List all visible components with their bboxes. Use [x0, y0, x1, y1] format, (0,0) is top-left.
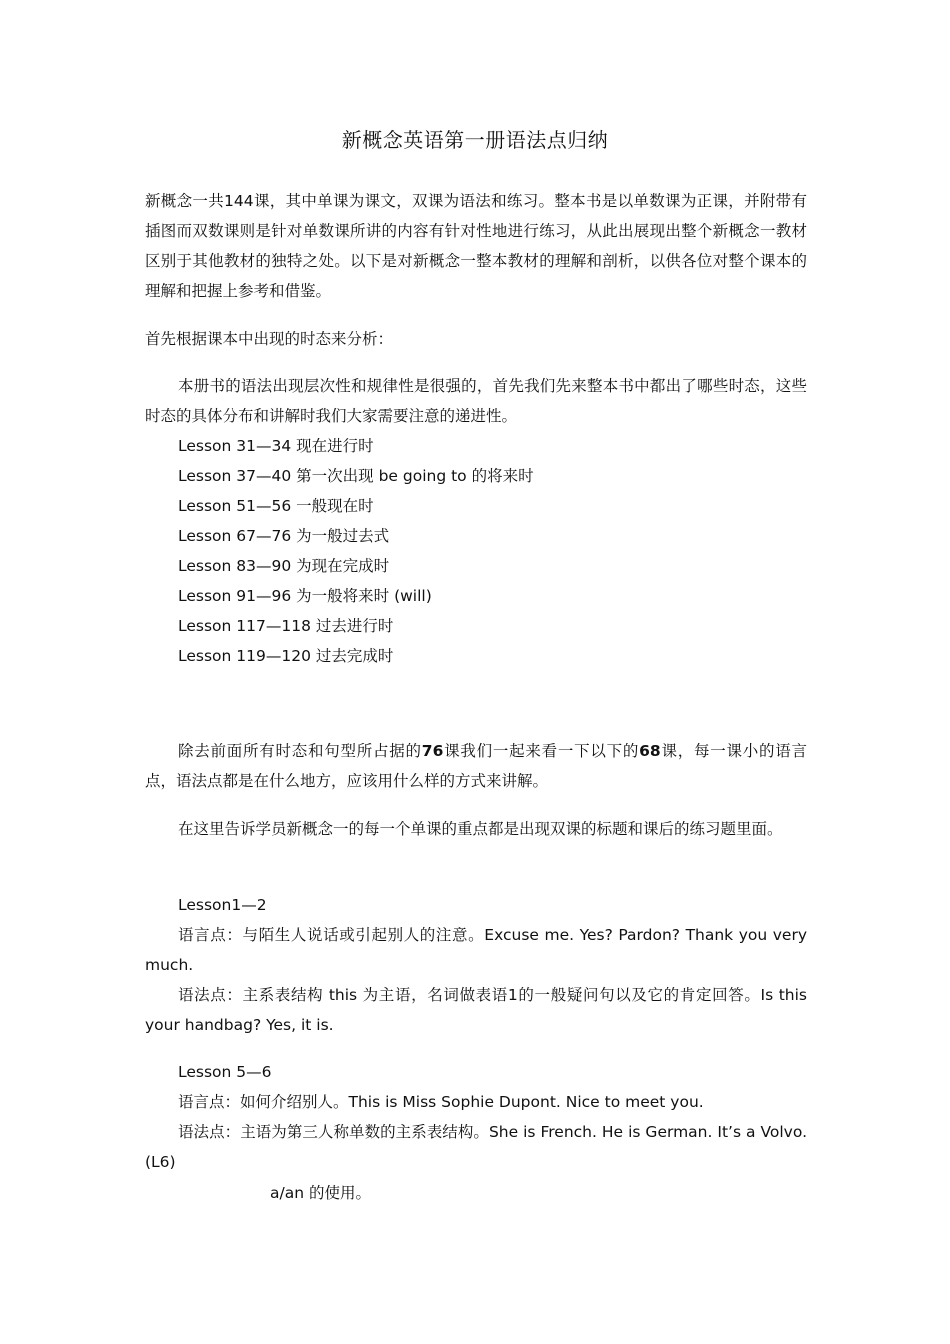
- language-point: 语言点：如何介绍别人。This is Miss Sophie Dupont. Nice to meet you.: [178, 1093, 704, 1111]
- focus-note-paragraph: 在这里告诉学员新概念一的每一个单课的重点都是出现双课的标题和课后的练习题里面。: [178, 820, 783, 838]
- remaining-lessons-paragraph: [145, 736, 807, 796]
- grammar-point: 语法点：主语为第三人称单数的主系表结构。She is French. He is German. It’s a Volvo.(L6): [145, 1123, 807, 1171]
- page-title: 新概念英语第一册语法点归纳: [341, 128, 609, 152]
- remaining-text-3: 课，每一课小的语言点，语法点都是在什么地方，应该用什么样的方式来讲解。: [145, 742, 807, 790]
- tense-item: Lesson 117—118 过去进行时: [178, 617, 394, 635]
- tense-item: Lesson 91—96 为一般将来时 (will): [178, 587, 432, 605]
- intro-paragraph: 新概念一共144课，其中单课为课文，双课为语法和练习。整本书是以单数课为正课，并附带有插图而双数课则是针对单数课所讲的内容有针对性地进行练习，从此出展现出整个新概念一教材区别于其他教材的独特之处。以下是对新概念一整本教材的理解和剖析，以供各位对整个课本的理解和把握上参考和借鉴。: [145, 192, 807, 300]
- tense-intro-paragraph: 本册书的语法出现层次性和规律性是很强的，首先我们先来整本书中都出了哪些时态，这些时态的具体分布和讲解时我们大家需要注意的递进性。: [145, 377, 807, 425]
- lesson-heading: Lesson 5—6: [178, 1063, 272, 1081]
- lesson-heading: Lesson1—2: [178, 896, 267, 914]
- remaining-text-2: 课我们一起来看一下以下的: [443, 742, 640, 760]
- tense-item: Lesson 119—120 过去完成时: [178, 647, 394, 665]
- grammar-point: 语法点：主系表结构 this 为主语，名词做表语1的一般疑问句以及它的肯定回答。Is this your handbag? Yes, it is.: [145, 986, 807, 1034]
- lesson-count-68: 68: [639, 742, 661, 760]
- tense-item: Lesson 31—34 现在进行时: [178, 437, 374, 455]
- lesson-count-76: 76: [421, 742, 444, 760]
- grammar-point-extra: a/an 的使用。: [270, 1184, 371, 1202]
- tense-item: Lesson 67—76 为一般过去式: [178, 527, 390, 545]
- tense-item: Lesson 37—40 第一次出现 be going to 的将来时: [178, 467, 534, 485]
- language-point: 语言点：与陌生人说话或引起别人的注意。Excuse me. Yes? Pardon? Thank you very much.: [145, 926, 807, 974]
- tense-item: Lesson 83—90 为现在完成时: [178, 557, 390, 575]
- analysis-heading: 首先根据课本中出现的时态来分析：: [145, 330, 394, 348]
- remaining-text-1: 除去前面所有时态和句型所占据的: [178, 742, 422, 760]
- tense-item: Lesson 51—56 一般现在时: [178, 497, 374, 515]
